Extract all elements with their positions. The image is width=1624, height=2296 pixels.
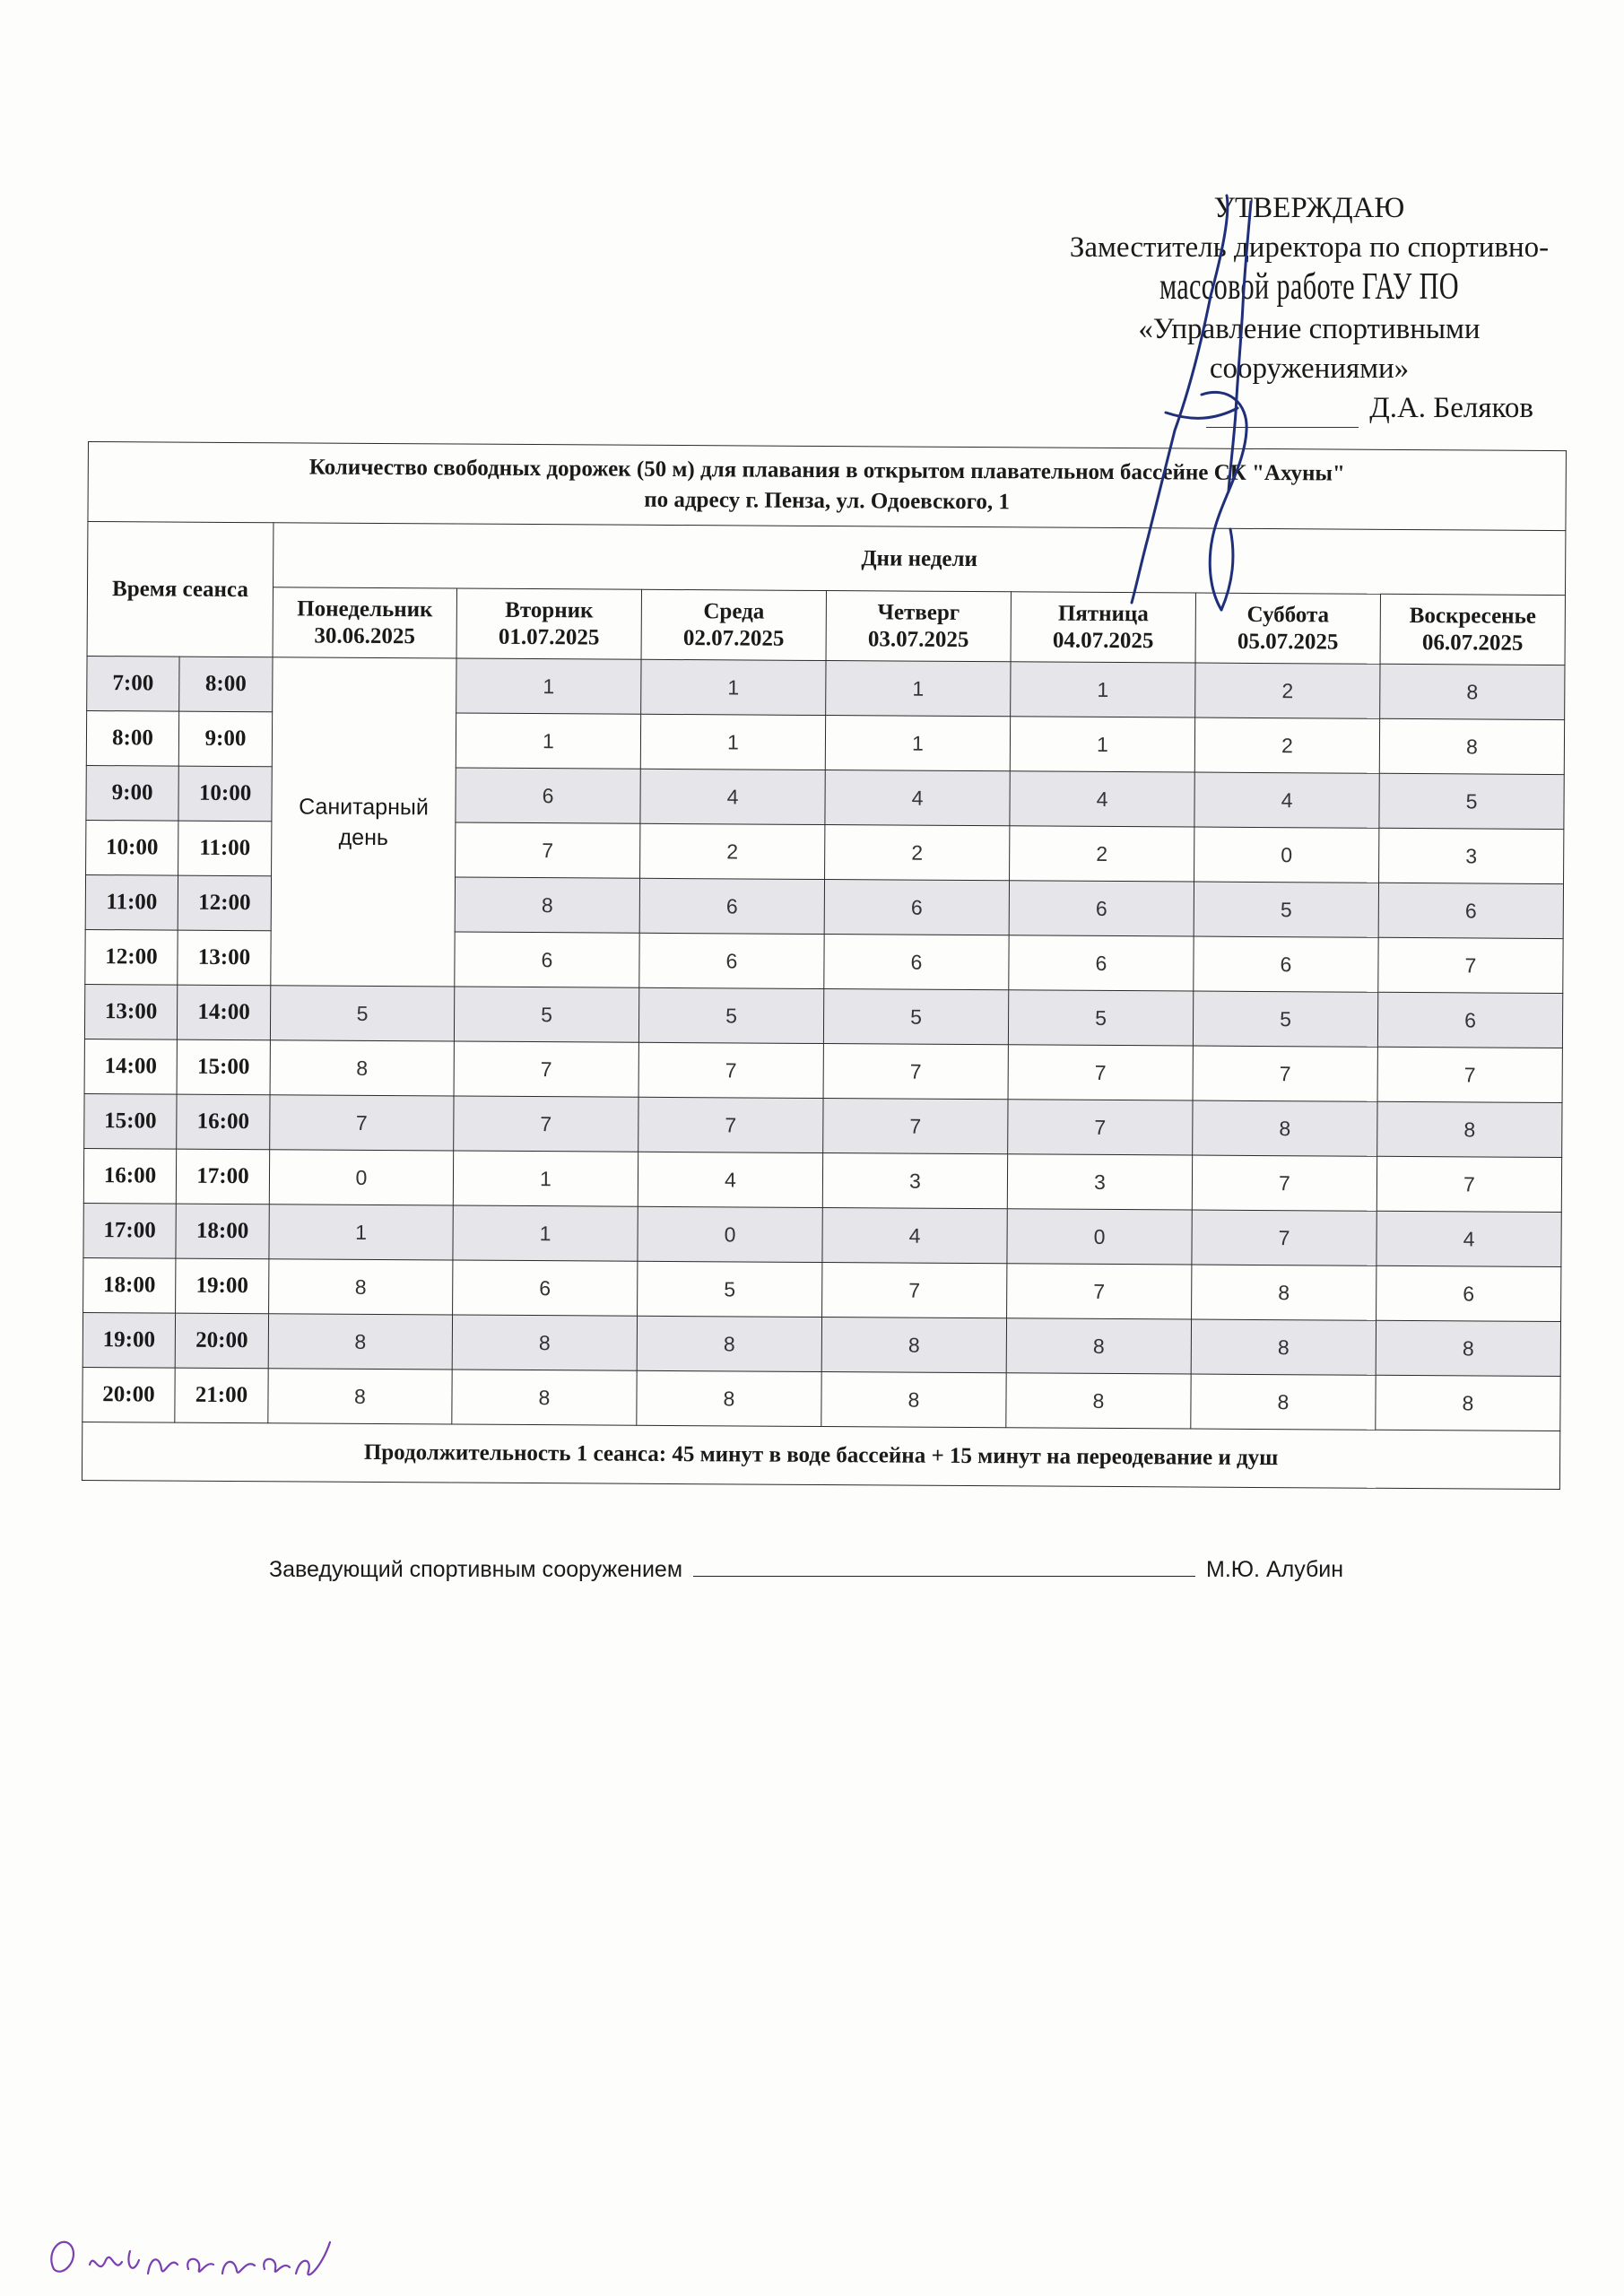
approval-block xyxy=(1022,188,1596,428)
day-name: Понедельник xyxy=(297,596,433,622)
lane-count-cell: 6 xyxy=(639,933,824,988)
day-header xyxy=(456,588,641,659)
lane-count-cell: 7 xyxy=(1193,1046,1377,1101)
table-title-line1: Количество свободных дорожек (50 м) для плавания в открытом плавательном бассейне СК "Ахуны" xyxy=(308,455,1345,486)
table-row xyxy=(83,1203,1561,1266)
day-header xyxy=(1195,593,1380,664)
manager-signature-blank xyxy=(693,1556,1195,1577)
table-row xyxy=(83,1312,1560,1376)
session-end: 18:00 xyxy=(176,1204,269,1259)
lane-count-cell: 1 xyxy=(640,714,825,770)
session-end: 19:00 xyxy=(176,1258,269,1314)
lane-count-cell: 7 xyxy=(1007,1264,1192,1319)
session-end: 17:00 xyxy=(176,1149,269,1205)
lane-count-cell: 7 xyxy=(638,1097,823,1152)
lane-count-cell: 5 xyxy=(1194,882,1378,937)
lane-count-cell: 2 xyxy=(1195,663,1380,718)
session-start: 14:00 xyxy=(84,1039,177,1094)
lane-count-cell: 8 xyxy=(1376,1375,1560,1431)
lane-count-cell: 1 xyxy=(453,1205,638,1261)
session-start: 10:00 xyxy=(86,820,178,875)
lane-count-cell: 2 xyxy=(1010,826,1194,882)
lane-count-cell: 3 xyxy=(1007,1154,1192,1210)
lane-count-cell: 7 xyxy=(1378,937,1563,993)
lane-count-cell: 5 xyxy=(1193,991,1377,1047)
session-end: 15:00 xyxy=(177,1039,270,1095)
signature-blank xyxy=(1206,400,1359,428)
lane-count-cell: 8 xyxy=(1376,1320,1560,1376)
lane-count-cell: 5 xyxy=(823,989,1008,1045)
lane-count-cell: 4 xyxy=(822,1208,1007,1264)
lane-count-cell: 0 xyxy=(269,1150,453,1205)
lane-count-cell: 8 xyxy=(821,1318,1006,1373)
lane-count-cell: 4 xyxy=(640,769,825,824)
day-name: Суббота xyxy=(1246,602,1330,627)
session-end: 11:00 xyxy=(178,821,272,876)
session-end: 20:00 xyxy=(175,1313,268,1369)
lane-count-cell: 7 xyxy=(1376,1156,1561,1212)
lane-count-cell: 7 xyxy=(456,822,640,878)
lane-count-cell: 8 xyxy=(1006,1318,1191,1374)
lane-count-cell: 1 xyxy=(826,661,1011,717)
manager-role: Заведующий спортивным сооружением xyxy=(269,1557,683,1582)
time-header: Время сеанса xyxy=(87,522,274,657)
sanitary-day-cell: Санитарный день xyxy=(271,657,456,987)
lane-count-cell: 8 xyxy=(455,877,639,933)
lane-count-cell: 7 xyxy=(1377,1047,1562,1102)
day-name: Вторник xyxy=(505,597,594,622)
lane-count-cell: 8 xyxy=(637,1316,821,1371)
lane-count-cell: 6 xyxy=(455,932,639,987)
session-start: 17:00 xyxy=(83,1203,176,1258)
lane-count-cell: 8 xyxy=(452,1370,637,1425)
approval-position-line3: «Управление спортивными xyxy=(1138,313,1481,345)
session-end: 12:00 xyxy=(178,875,271,931)
days-header: Дни недели xyxy=(274,523,1566,596)
manager-name: М.Ю. Алубин xyxy=(1206,1557,1344,1582)
session-end: 14:00 xyxy=(177,985,270,1040)
day-date: 01.07.2025 xyxy=(498,624,600,649)
lane-count-cell: 0 xyxy=(1007,1209,1192,1265)
session-start: 16:00 xyxy=(83,1148,176,1204)
lane-count-cell: 4 xyxy=(1010,771,1194,827)
lane-count-cell: 1 xyxy=(453,1151,638,1206)
handwritten-original-note xyxy=(36,2224,341,2296)
lane-count-cell: 7 xyxy=(823,1099,1008,1154)
lane-count-cell: 1 xyxy=(825,716,1010,771)
session-end: 9:00 xyxy=(178,711,272,767)
lane-count-cell: 5 xyxy=(638,987,823,1043)
lane-count-cell: 8 xyxy=(1006,1373,1191,1429)
lane-count-cell: 8 xyxy=(268,1369,452,1424)
approval-signer-name: Д.А. Беляков xyxy=(1369,392,1533,424)
lane-count-cell: 1 xyxy=(456,658,641,714)
table-row xyxy=(83,1148,1561,1212)
approval-position-line1: Заместитель директора по спортивно- xyxy=(1069,231,1550,264)
lane-count-cell: 6 xyxy=(824,935,1009,990)
lane-count-cell: 7 xyxy=(454,1041,638,1097)
lane-count-cell: 8 xyxy=(637,1370,821,1426)
lane-count-cell: 8 xyxy=(1377,1101,1562,1157)
lane-count-cell: 5 xyxy=(454,987,638,1042)
lane-count-cell: 5 xyxy=(1008,990,1193,1046)
table-row xyxy=(83,1367,1560,1431)
approval-signature-line xyxy=(1022,388,1596,428)
lane-count-cell: 5 xyxy=(1379,773,1564,829)
lane-count-cell: 2 xyxy=(1194,718,1379,773)
session-start: 15:00 xyxy=(84,1093,177,1149)
approval-heading: УТВЕРЖДАЮ xyxy=(1213,192,1405,224)
lane-count-cell: 8 xyxy=(1191,1319,1376,1375)
lane-count-cell: 7 xyxy=(638,1042,823,1098)
approval-position-line4: сооружениями» xyxy=(1209,352,1410,385)
day-name: Пятница xyxy=(1057,601,1149,626)
lanes-schedule-table xyxy=(82,441,1567,1490)
session-end: 8:00 xyxy=(179,657,273,712)
manager-line xyxy=(269,1556,1343,1583)
day-name: Воскресенье xyxy=(1409,603,1537,629)
lane-count-cell: 8 xyxy=(1379,718,1564,774)
lane-count-cell: 7 xyxy=(822,1263,1007,1318)
session-duration-note: Продолжительность 1 сеанса: 45 минут в воде бассейна + 15 минут на переодевание и душ xyxy=(82,1422,1559,1489)
lane-count-cell: 1 xyxy=(641,659,826,715)
table-row xyxy=(84,984,1562,1048)
lane-count-cell: 7 xyxy=(1008,1100,1193,1155)
lane-count-cell: 5 xyxy=(638,1261,822,1317)
day-name: Среда xyxy=(703,598,765,624)
lane-count-cell: 3 xyxy=(1379,828,1564,883)
session-start: 7:00 xyxy=(87,656,179,711)
day-header xyxy=(273,587,456,658)
lane-count-cell: 1 xyxy=(1010,717,1194,772)
lane-count-cell: 6 xyxy=(1377,992,1562,1048)
lane-count-cell: 7 xyxy=(1192,1155,1376,1211)
lane-count-cell: 8 xyxy=(1193,1100,1377,1156)
day-date: 05.07.2025 xyxy=(1237,629,1339,655)
session-end: 21:00 xyxy=(175,1368,268,1423)
lane-count-cell: 6 xyxy=(1378,883,1563,938)
lane-count-cell: 2 xyxy=(825,825,1010,881)
lane-count-cell: 0 xyxy=(1194,827,1379,883)
day-header xyxy=(1011,592,1195,663)
lane-count-cell: 3 xyxy=(822,1153,1007,1209)
lane-count-cell: 1 xyxy=(269,1205,453,1260)
day-name: Четверг xyxy=(877,599,960,625)
session-start: 12:00 xyxy=(85,929,178,985)
session-start: 8:00 xyxy=(86,710,178,766)
day-header xyxy=(641,589,826,660)
session-end: 16:00 xyxy=(177,1094,270,1150)
lane-count-cell: 1 xyxy=(456,713,640,769)
lane-count-cell: 8 xyxy=(821,1372,1006,1428)
lane-count-cell: 8 xyxy=(1380,664,1565,719)
lane-count-cell: 7 xyxy=(454,1096,638,1152)
session-end: 10:00 xyxy=(178,766,272,822)
day-header xyxy=(1380,594,1565,665)
table-row xyxy=(83,1257,1561,1321)
lane-count-cell: 7 xyxy=(823,1044,1008,1100)
day-date: 02.07.2025 xyxy=(682,625,785,651)
day-header xyxy=(826,591,1011,662)
lane-count-cell: 4 xyxy=(638,1152,822,1207)
lane-count-cell: 6 xyxy=(1009,881,1194,936)
lane-count-cell: 8 xyxy=(269,1259,453,1315)
session-start: 9:00 xyxy=(86,765,178,821)
lane-count-cell: 2 xyxy=(640,823,825,879)
day-date: 06.07.2025 xyxy=(1421,630,1524,656)
lane-count-cell: 6 xyxy=(1194,936,1378,992)
lane-count-cell: 8 xyxy=(270,1040,454,1096)
session-start: 11:00 xyxy=(85,874,178,930)
session-end: 13:00 xyxy=(178,930,271,986)
session-start: 19:00 xyxy=(83,1312,175,1368)
lane-count-cell: 6 xyxy=(1376,1265,1561,1321)
lane-count-cell: 8 xyxy=(1192,1265,1376,1320)
day-date: 03.07.2025 xyxy=(867,626,969,652)
session-start: 18:00 xyxy=(83,1257,176,1313)
lane-count-cell: 6 xyxy=(453,1260,638,1316)
table-row xyxy=(87,656,1565,719)
table-row xyxy=(84,1093,1562,1157)
lane-count-cell: 6 xyxy=(456,768,640,823)
lane-count-cell: 0 xyxy=(638,1206,822,1262)
approval-position-line2: массовой работе ГАУ ПО xyxy=(1159,266,1460,308)
table-title xyxy=(88,442,1567,531)
lane-count-cell: 8 xyxy=(452,1315,637,1370)
lane-count-cell: 6 xyxy=(1009,935,1194,991)
session-start: 20:00 xyxy=(83,1367,175,1422)
lane-count-cell: 8 xyxy=(1191,1374,1376,1430)
lane-count-cell: 5 xyxy=(270,986,454,1041)
lane-count-cell: 4 xyxy=(1376,1211,1561,1266)
table-row xyxy=(84,1039,1562,1102)
day-date: 04.07.2025 xyxy=(1052,628,1154,653)
lane-count-cell: 7 xyxy=(270,1095,454,1151)
lane-count-cell: 7 xyxy=(1192,1210,1376,1265)
table-title-line2: по адресу г. Пенза, ул. Одоевского, 1 xyxy=(644,487,1011,515)
day-date: 30.06.2025 xyxy=(314,623,416,648)
lane-count-cell: 6 xyxy=(824,880,1009,935)
lane-count-cell: 4 xyxy=(1194,772,1379,828)
session-start: 13:00 xyxy=(84,984,177,1039)
lane-count-cell: 8 xyxy=(268,1314,452,1370)
lane-count-cell: 7 xyxy=(1008,1045,1193,1100)
lane-count-cell: 6 xyxy=(639,878,824,934)
lane-count-cell: 1 xyxy=(1011,662,1195,718)
lane-count-cell: 4 xyxy=(825,770,1010,826)
